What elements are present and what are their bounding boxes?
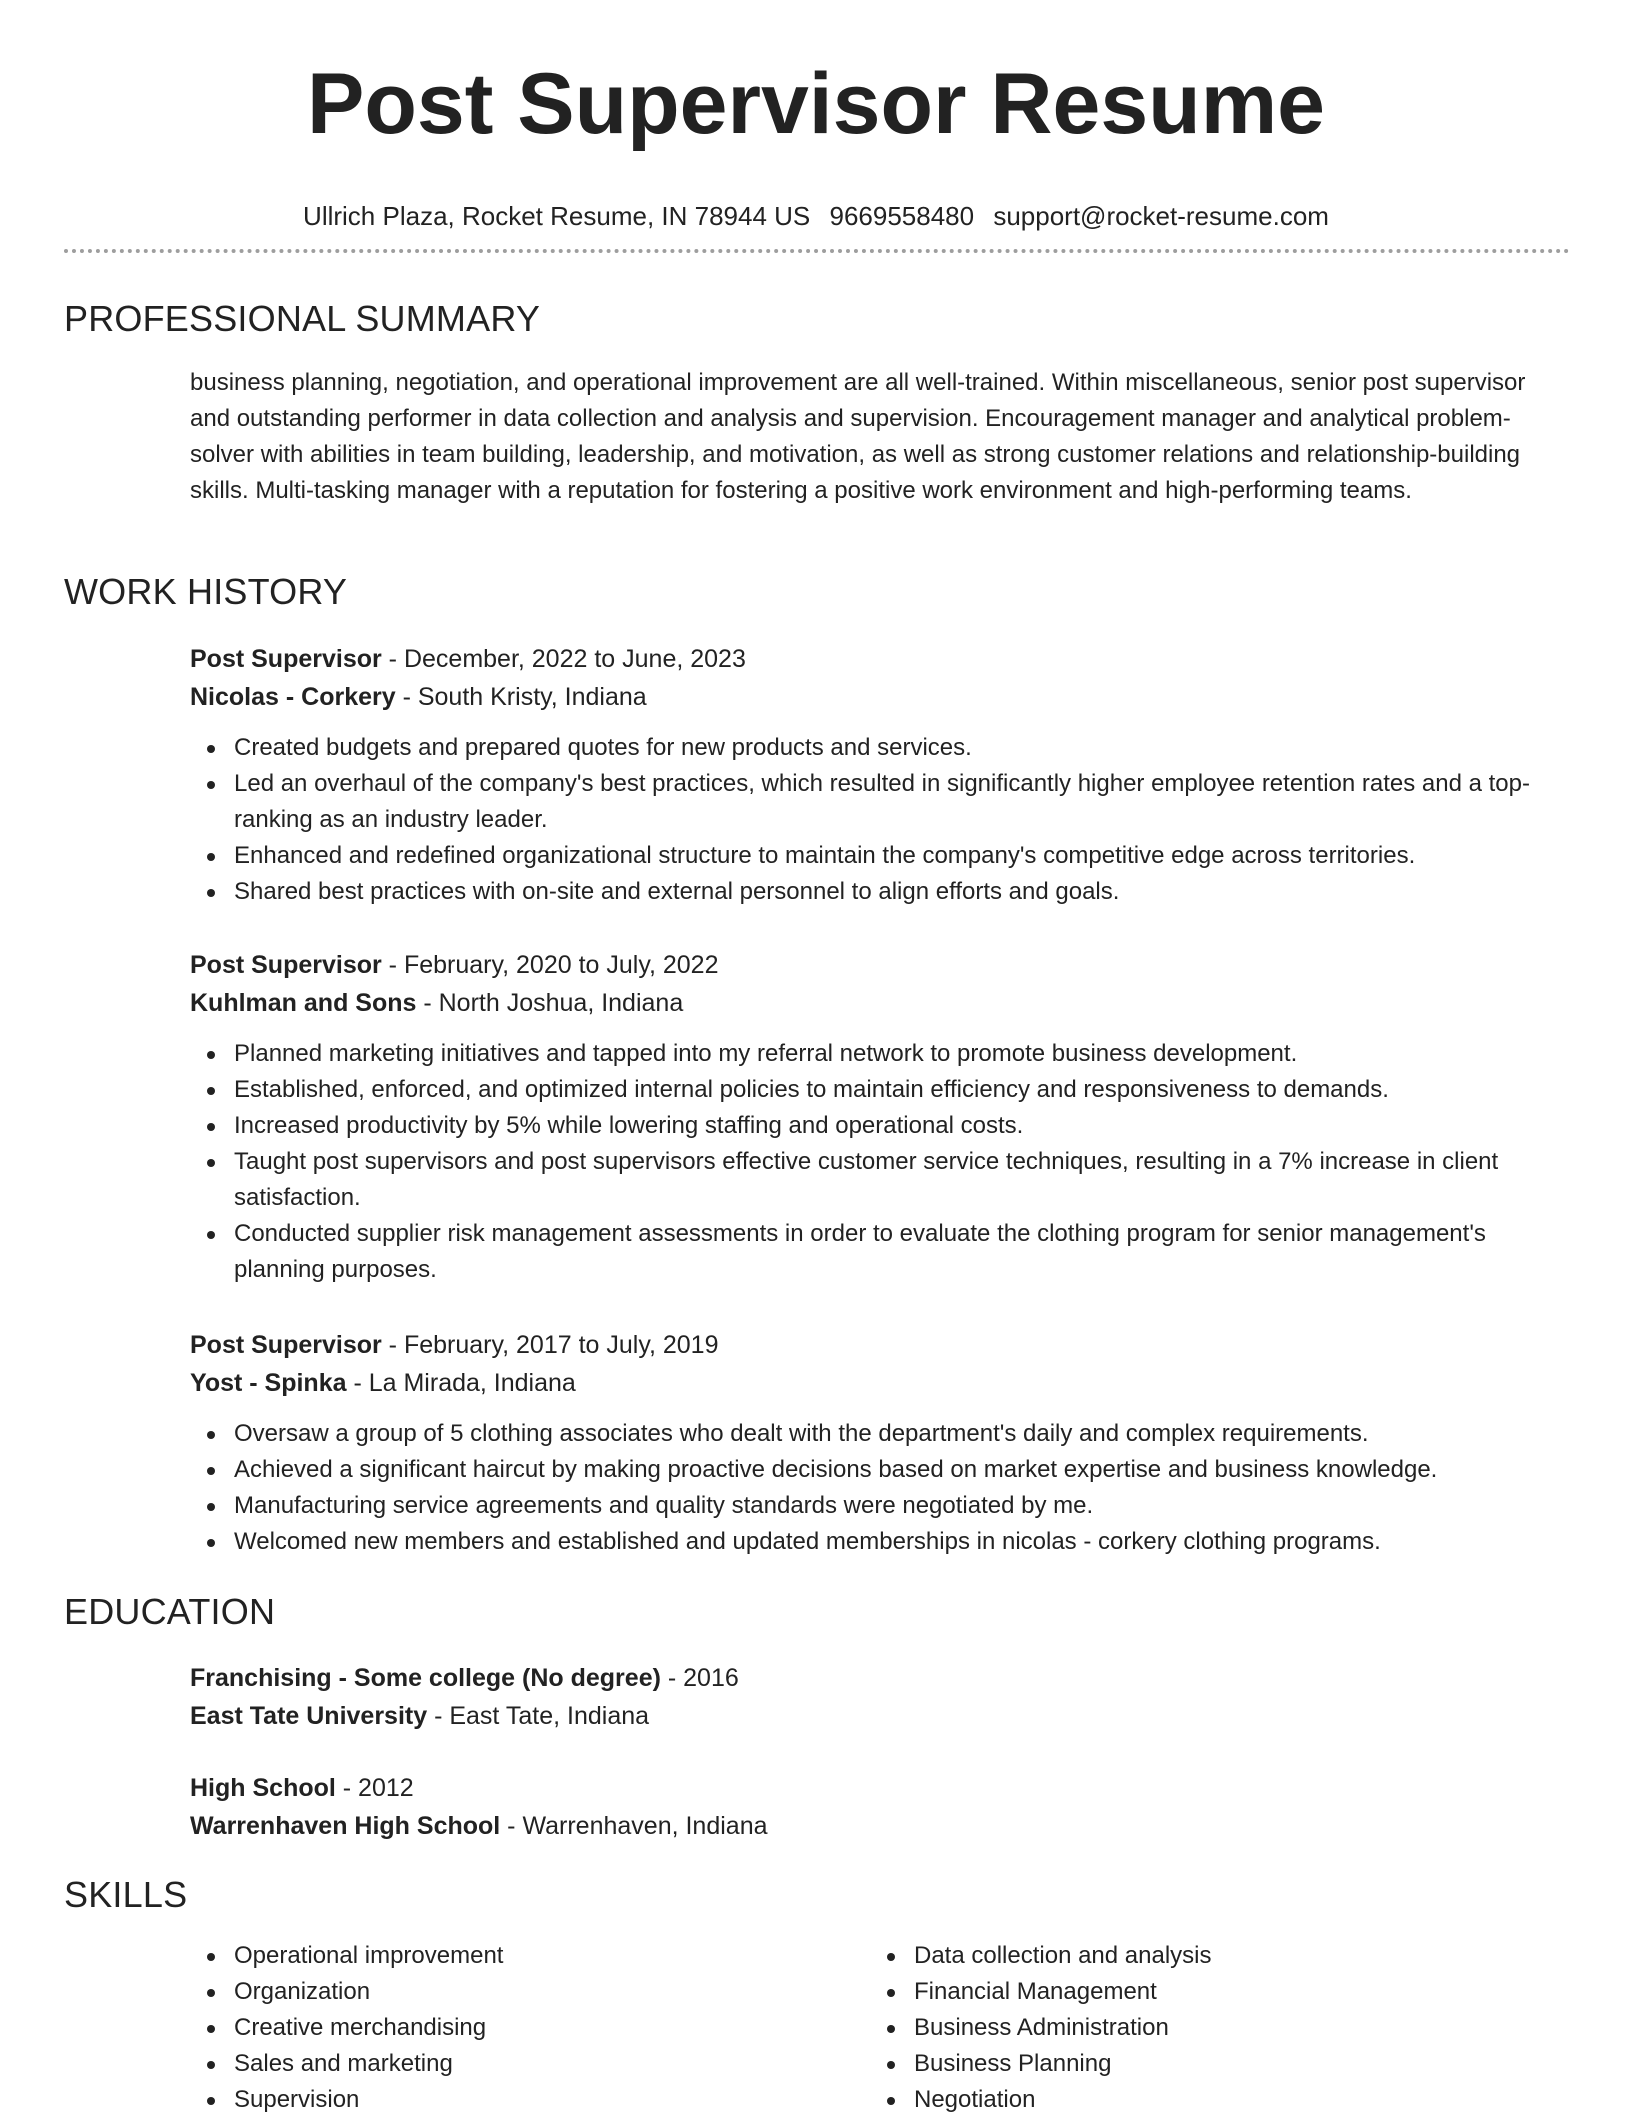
job-title: Post Supervisor: [190, 951, 382, 979]
section-title-skills: SKILLS: [64, 1874, 188, 1915]
education-degree: Franchising - Some college (No degree): [190, 1664, 661, 1692]
education-school: East Tate University: [190, 1702, 428, 1730]
education-location: - East Tate, Indiana: [427, 1702, 650, 1730]
job-title: Post Supervisor: [190, 1331, 382, 1359]
education-degree-line: [190, 1769, 1570, 1807]
skill-item: Operational improvement: [190, 1938, 870, 1974]
job-location: - North Joshua, Indiana: [416, 989, 684, 1017]
header-divider: [64, 249, 1570, 253]
education-location: - Warrenhaven, Indiana: [500, 1812, 768, 1840]
job-bullet: Planned marketing initiatives and tapped into my referral network to promote business development.: [190, 1036, 1570, 1072]
skill-item: Business Planning: [870, 2046, 1550, 2082]
job-company-line: [190, 678, 1570, 716]
job-location: - South Kristy, Indiana: [395, 683, 647, 711]
job-dates: - February, 2017 to July, 2019: [381, 1331, 719, 1359]
job-bullet: Increased productivity by 5% while lowering staffing and operational costs.: [190, 1108, 1570, 1144]
resume-title: Post Supervisor Resume: [306, 56, 1326, 152]
education-school-line: [190, 1807, 1570, 1845]
job-bullet: Achieved a significant haircut by making proactive decisions based on market expertise and business knowledge.: [190, 1452, 1570, 1488]
job-entry: [190, 640, 1570, 910]
resume-header: [0, 0, 1632, 232]
summary-text: business planning, negotiation, and operational improvement are all well-trained. Within miscellaneous, senior post supervisor and outstanding performer in data collection and analysis and supervision. Encouragement manager and analytical problem-solver with abilities in team building, leadership, and motivation, as well as strong customer relations and relationship-building skills. Multi-tasking manager with a reputation for fostering a positive work environment and high-performing teams.: [190, 369, 1526, 504]
skills-list-left: [190, 1938, 870, 2112]
skill-item: Negotiation: [870, 2082, 1550, 2112]
job-company: Yost - Spinka: [190, 1369, 347, 1397]
education-year: - 2012: [335, 1774, 414, 1802]
job-entry: [190, 1326, 1570, 1560]
job-bullet: Manufacturing service agreements and quality standards were negotiated by me.: [190, 1488, 1570, 1524]
job-title-line: [190, 1326, 1570, 1364]
education-school-line: [190, 1697, 1570, 1735]
skill-item: Supervision: [190, 2082, 870, 2112]
job-company-line: [190, 984, 1570, 1022]
job-bullets: [190, 1416, 1570, 1560]
job-company-line: [190, 1364, 1570, 1402]
skill-item: Financial Management: [870, 1974, 1550, 2010]
job-bullet: Taught post supervisors and post supervisors effective customer service techniques, resulting in a 7% increase in client satisfaction.: [190, 1144, 1570, 1216]
education-entry: [190, 1769, 1570, 1845]
contact-address: Ullrich Plaza, Rocket Resume, IN 78944 US: [303, 201, 811, 231]
job-bullets: [190, 730, 1570, 910]
job-dates: - February, 2020 to July, 2022: [381, 951, 719, 979]
skill-item: Data collection and analysis: [870, 1938, 1550, 1974]
job-location: - La Mirada, Indiana: [346, 1369, 576, 1397]
job-dates: - December, 2022 to June, 2023: [381, 645, 746, 673]
skill-item: Organization: [190, 1974, 870, 2010]
education-school: Warrenhaven High School: [190, 1812, 501, 1840]
job-bullet: Led an overhaul of the company's best practices, which resulted in significantly higher employee retention rates and a top-ranking as an industry leader.: [190, 766, 1570, 838]
job-company: Kuhlman and Sons: [190, 989, 417, 1017]
job-bullet: Enhanced and redefined organizational structure to maintain the company's competitive edge across territories.: [190, 838, 1570, 874]
contact-email: support@rocket-resume.com: [993, 201, 1329, 231]
job-bullets: [190, 1036, 1570, 1288]
education-entry: [190, 1659, 1570, 1735]
education-year: - 2016: [660, 1664, 739, 1692]
job-bullet: Conducted supplier risk management assessments in order to evaluate the clothing program for senior management's planning purposes.: [190, 1216, 1570, 1288]
contact-phone: 9669558480: [829, 201, 975, 231]
skills-columns: [190, 1938, 1570, 2112]
job-bullet: Shared best practices with on-site and external personnel to align efforts and goals.: [190, 874, 1570, 910]
job-title-line: [190, 640, 1570, 678]
education-degree-line: [190, 1659, 1570, 1697]
skills-list-right: [870, 1938, 1550, 2112]
job-bullet: Welcomed new members and established and updated memberships in nicolas - corkery clothing programs.: [190, 1524, 1570, 1560]
skill-item: Business Administration: [870, 2010, 1550, 2046]
contact-line: [0, 200, 1632, 232]
job-title-line: [190, 946, 1570, 984]
skill-item: Sales and marketing: [190, 2046, 870, 2082]
job-entry: [190, 946, 1570, 1288]
education-degree: High School: [190, 1774, 336, 1802]
job-title: Post Supervisor: [190, 645, 382, 673]
section-title-summary: PROFESSIONAL SUMMARY: [64, 298, 541, 339]
section-title-education: EDUCATION: [64, 1591, 276, 1632]
section-title-work-history: WORK HISTORY: [64, 571, 348, 612]
job-company: Nicolas - Corkery: [190, 683, 396, 711]
job-bullet: Created budgets and prepared quotes for new products and services.: [190, 730, 1570, 766]
job-bullet: Established, enforced, and optimized internal policies to maintain efficiency and responsiveness to demands.: [190, 1072, 1570, 1108]
job-bullet: Oversaw a group of 5 clothing associates who dealt with the department's daily and complex requirements.: [190, 1416, 1570, 1452]
skill-item: Creative merchandising: [190, 2010, 870, 2046]
